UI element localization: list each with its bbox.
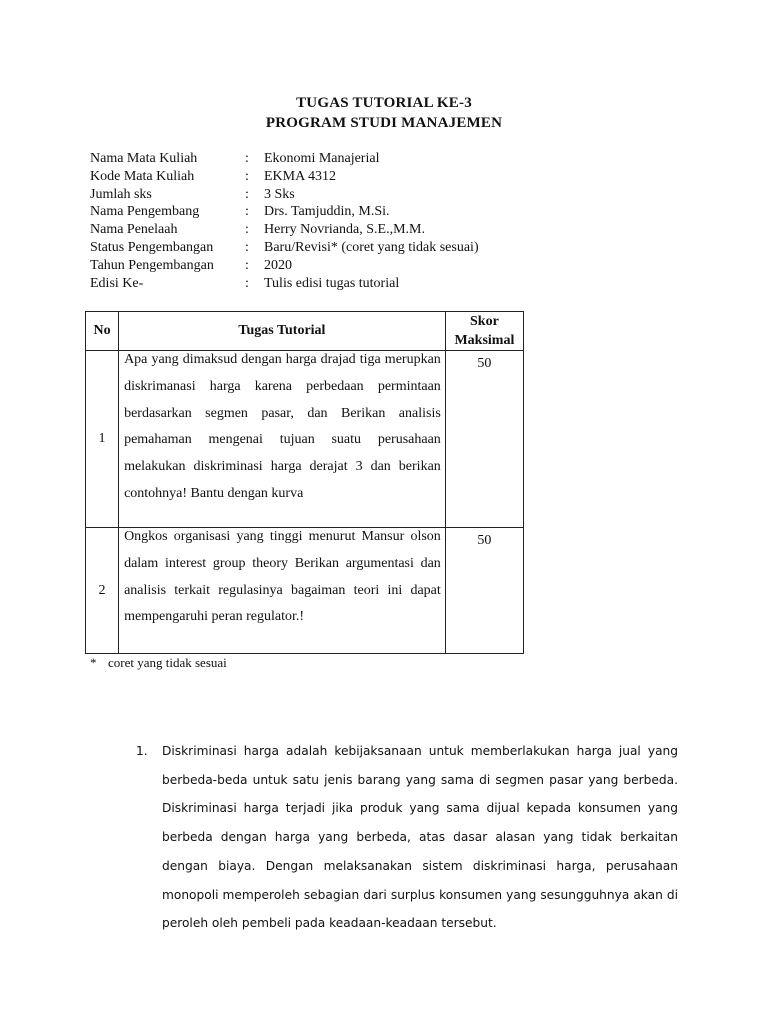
header-score-line2: Maksimal [454, 333, 515, 348]
document-header [0, 93, 768, 133]
task-score: 50 [445, 351, 523, 528]
program-title: PROGRAM STUDI MANAJEMEN [265, 115, 503, 131]
course-info-colon: : [245, 257, 249, 273]
answer-text: Diskriminasi harga adalah kebijaksanaan untuk memberlakukan harga jual yang berbeda-beda untuk satu jenis barang yang sama di segmen pasar yang berbeda. Diskriminasi harga terjadi jika produk yang sama dijual kepada konsumen yang berbeda dengan harga yang berbeda, atas dasar alasan yang tidak berkaitan dengan biaya. Dengan melaksanakan sistem diskriminasi harga, perusahaan monopoli memperoleh sebagian dari surplus konsumen yang sesungguhnya akan di peroleh oleh pembeli pada keadaan-keadaan tersebut. [162, 744, 678, 931]
course-info-label: Jumlah sks [90, 186, 152, 202]
course-info-label: Kode Mata Kuliah [90, 168, 195, 184]
header-score [445, 312, 523, 351]
course-info-colon: : [245, 204, 249, 220]
header-score-line1: Skor [470, 314, 499, 329]
header-no: No [86, 312, 119, 351]
course-info-colon: : [245, 222, 249, 238]
course-info-value: EKMA 4312 [264, 168, 336, 184]
course-info-value: Herry Novrianda, S.E.,M.M. [264, 222, 425, 238]
list-item [136, 737, 678, 938]
course-info-colon: : [245, 168, 249, 184]
course-info-colon: : [245, 239, 249, 255]
tutorial-task-table [85, 311, 524, 654]
task-text: Apa yang dimaksud dengan harga drajad tiga merupkan diskrimanasi harga karena perbedaan permintaan berdasarkan segmen pasar, dan Berikan analisis pemahaman mengenai tujuan suatu perusahaan melakukan diskriminasi harga derajat 3 dan berikan contohnya! Bantu dengan kurva [124, 352, 441, 501]
course-info-value: Tulis edisi tugas tutorial [264, 275, 400, 291]
course-info-label: Status Pengembangan [90, 239, 214, 255]
footnote-star: * [90, 655, 97, 670]
course-info-label: Edisi Ke- [90, 275, 144, 291]
course-info-value: Ekonomi Manajerial [264, 151, 380, 166]
course-info-value: Baru/Revisi* (coret yang tidak sesuai) [264, 239, 479, 255]
task-score: 50 [445, 528, 523, 654]
course-info-value: 2020 [264, 257, 292, 273]
course-info-label: Nama Penelaah [90, 222, 178, 238]
course-info-colon: : [245, 275, 249, 291]
document-title: TUGAS TUTORIAL KE-3 [296, 95, 472, 111]
table-row [86, 351, 524, 528]
table-row [86, 528, 524, 654]
course-info-value: Drs. Tamjuddin, M.Si. [264, 204, 390, 220]
task-cell [119, 528, 446, 654]
task-number: 1 [86, 351, 119, 528]
footnote-text: coret yang tidak sesuai [108, 655, 227, 670]
course-info-colon: : [245, 151, 249, 166]
answer-number: 1. [136, 744, 148, 758]
task-cell [119, 351, 446, 528]
course-info-label: Nama Mata Kuliah [90, 151, 198, 166]
answer-list [136, 737, 678, 938]
task-number: 2 [86, 528, 119, 654]
course-info-label: Nama Pengembang [90, 204, 200, 220]
table-header-row [86, 312, 524, 351]
header-task: Tugas Tutorial [119, 312, 446, 351]
footnote [90, 655, 227, 671]
task-text: Ongkos organisasi yang tinggi menurut Mansur olson dalam interest group theory Berikan argumentasi dan analisis terkait regulasinya bagaiman teori ini dapat mempengaruhi peran regulator.! [124, 529, 441, 625]
course-info-colon: : [245, 186, 249, 202]
course-info-value: 3 Sks [264, 186, 295, 202]
course-info-label: Tahun Pengembangan [90, 257, 214, 273]
